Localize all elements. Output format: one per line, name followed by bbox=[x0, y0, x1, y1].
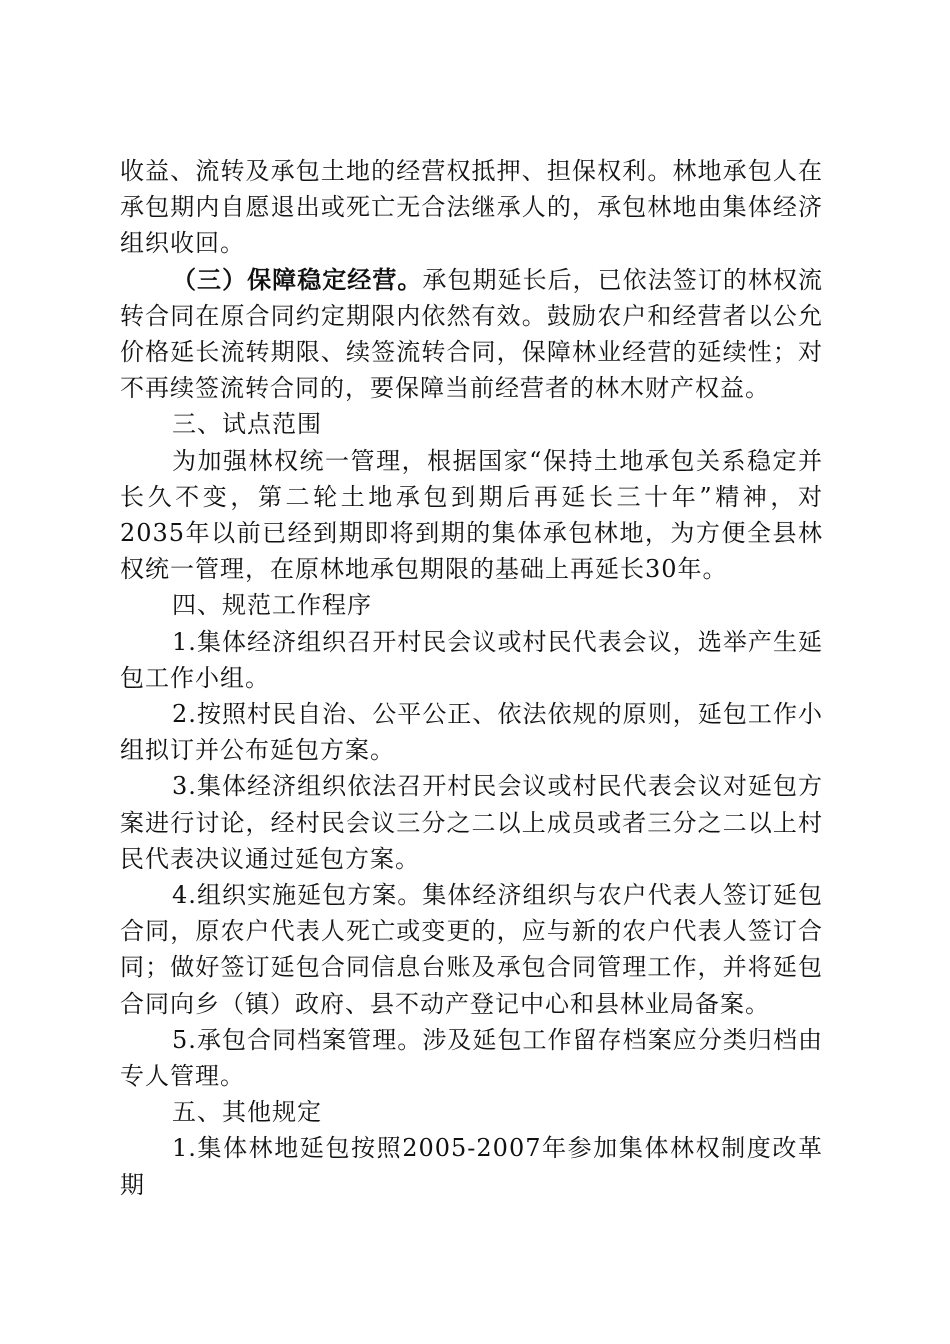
procedure-item: 1.集体经济组织召开村民会议或村民代表会议，选举产生延包工作小组。 bbox=[120, 627, 823, 692]
other-rule-item: 1.集体林地延包按照2005-2007年参加集体林权制度改革期 bbox=[120, 1134, 823, 1199]
procedure-item: 5.承包合同档案管理。涉及延包工作留存档案应分类归档由专人管理。 bbox=[120, 1025, 823, 1091]
procedure-item: 4.组织实施延包方案。集体经济组织与农户代表人签订延包合同，原农户代表人死亡或变更的，应与新的农户代表人签订合同；做好签订延包合同信息台账及承包合同管理工作，并将延包合同向乡（镇）政府、县不动产登记中心和县林业局备案。 bbox=[120, 881, 823, 1018]
section-heading-pilot-scope: 三、试点范围 bbox=[172, 410, 322, 439]
paragraph-lead-heading: （三）保障稳定经营。 bbox=[172, 265, 423, 294]
procedure-item: 3.集体经济组织依法召开村民会议或村民代表会议对延包方案进行讨论，经村民会议三分之二以上成员或者三分之二以上村民代表决议通过延包方案。 bbox=[120, 772, 823, 873]
document-body bbox=[120, 153, 823, 1203]
paragraph-continuation: 收益、流转及承包土地的经营权抵押、担保权利。林地承包人在承包期内自愿退出或死亡无合法继承人的，承包林地由集体经济组织收回。 bbox=[120, 157, 823, 258]
procedure-item: 2.按照村民自治、公平公正、依法依规的原则，延包工作小组拟订并公布延包方案。 bbox=[120, 700, 823, 765]
section-heading-other-rules: 五、其他规定 bbox=[172, 1098, 322, 1127]
section-heading-work-procedure: 四、规范工作程序 bbox=[172, 591, 372, 620]
paragraph-stable-operation bbox=[120, 262, 823, 407]
paragraph-pilot-scope: 为加强林权统一管理，根据国家“保持土地承包关系稳定并长久不变，第二轮土地承包到期后再延长三十年”精神，对2035年以前已经到期即将到期的集体承包林地，为方便全县林权统一管理，在原林地承包期限的基础上再延长30年。 bbox=[120, 446, 823, 584]
paragraph-body: 承包期延长后，已依法签订的林权流转合同在原合同约定期限内依然有效。鼓励农户和经营者以公允价格延长流转期限、续签流转合同，保障林业经营的延续性；对不再续签流转合同的，要保障当前经营者的林木财产权益。 bbox=[120, 265, 824, 403]
